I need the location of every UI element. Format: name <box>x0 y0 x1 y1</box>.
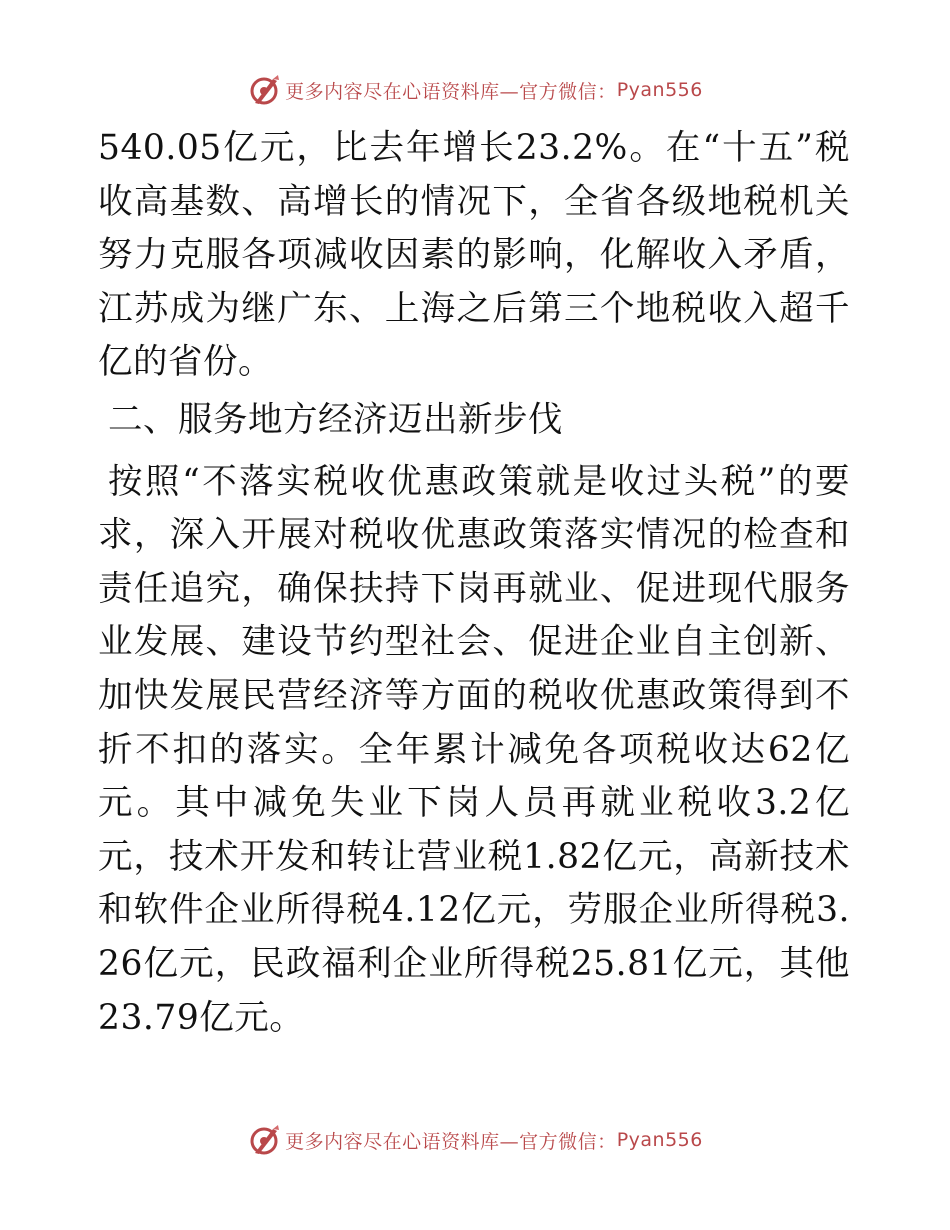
watermark-account: Pyan556 <box>616 1129 703 1151</box>
watermark-separator: —官方微信： <box>499 1130 617 1153</box>
document-body <box>98 122 850 1045</box>
paragraph-revenue: 540.05亿元，比去年增长23.2%。在“十五”税收高基数、高增长的情况下，全省各级地税机关努力克服各项减收因素的影响，化解收入矛盾，江苏成为继广东、上海之后第三个地税收入超千亿的省份。 <box>98 128 850 383</box>
quill-pen-logo-icon <box>247 73 281 107</box>
watermark-account: Pyan556 <box>616 79 703 101</box>
watermark-text: 更多内容尽在心语资料库 <box>285 1130 500 1153</box>
header-watermark <box>0 70 950 110</box>
paragraph-tax-policy: 按照“不落实税收优惠政策就是收过头税”的要求，深入开展对税收优惠政策落实情况的检查和责任追究，确保扶持下岗再就业、促进现代服务业发展、建设节约型社会、促进企业自主创新、加快发展民营经济等方面的税收优惠政策得到不折不扣的落实。全年累计减免各项税收达62亿元。其中减免失业下岗人员再就业税收3.2亿元，技术开发和转让营业税1.82亿元，高新技术和软件企业所得税4.12亿元，劳服企业所得税3.26亿元，民政福利企业所得税25.81亿元，其他23.79亿元。 <box>98 461 850 1038</box>
quill-pen-logo-icon <box>247 1123 281 1157</box>
watermark-text: 更多内容尽在心语资料库 <box>285 80 500 103</box>
section-heading: 二、服务地方经济迈出新步伐 <box>108 399 563 440</box>
footer-watermark <box>0 1120 950 1160</box>
watermark-separator: —官方微信： <box>499 80 617 103</box>
